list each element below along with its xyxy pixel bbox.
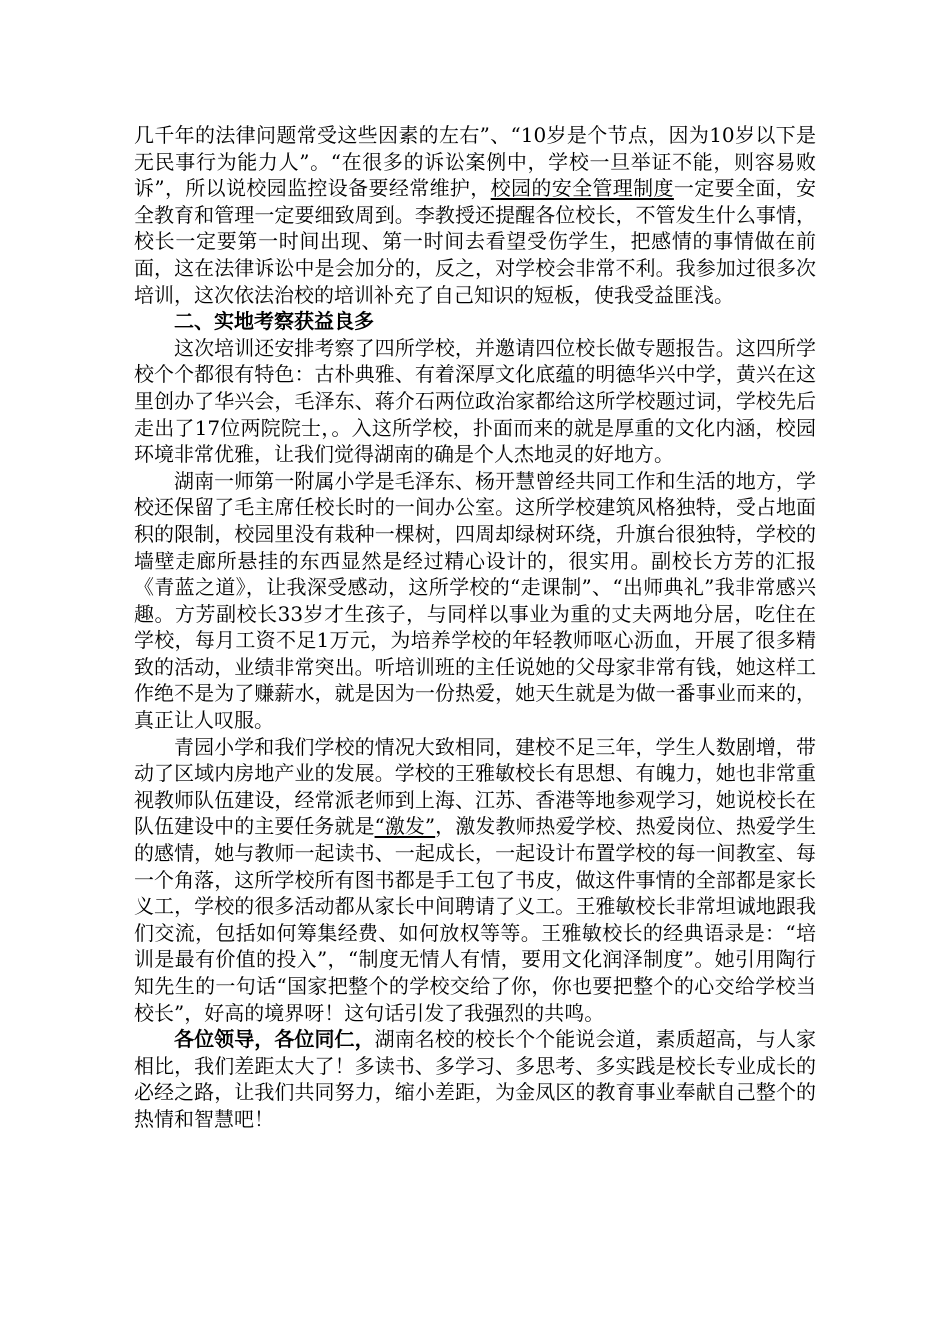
paragraph-text: 一定要全面，安全教育和管理一定要细致周到。李教授还提醒各位校长，不管发生什么事情，校长一定要第一时间出现、第一时间去看望受伤学生，把感情的事情做在前面，这在法律诉讼中是会加分的，反之，对学校会非常不利。我参加过很多次培训，这次依法治校的培训补充了自己知识的短板，使我受益匪浅。 [134, 176, 817, 307]
paragraph-text: ，激发教师热爱学校、热爱岗位、热爱学生的感情，她与教师一起读书、一起成长，一起设计布置学校的每一间教室、每一个角落，这所学校所有图书都是手工包了书皮，做这件事情的全部都是家长义工，学校的很多活动都从家长中间聘请了义工。王雅敏校长非常坦诚地跟我们交流，包括如何筹集经费、如何放权等等。王雅敏校长的经典语录是：“培训是最有价值的投入”，“制度无情人有情，要用文化润泽制度”。她引用陶行知先生的一句话“国家把整个的学校交给了你，你也要把整个的心交给学校当校长”，好高的境界呀！这句话引发了我强烈的共鸣。 [134, 814, 817, 1025]
paragraph-text: 湖南名校的校长个个能说会道，素质超高，与人家相比，我们差距太大了！多读书、多学习、多思考、多实践是校长专业成长的必经之路，让我们共同努力，缩小差距，为金凤区的教育事业奉献自己整个的热情和智慧吧！ [134, 1027, 817, 1131]
paragraph-text: 几千年的法律问题常受这些因素的左右”、“10岁是个节点，因为10岁以下是无民事行为能力人”。“在很多的诉讼案例中，学校一旦举证不能，则容易败诉”，所以说校园监控设备要经常维护， [134, 123, 816, 201]
paragraph-qingyuan-school [134, 734, 816, 1027]
bold-salutation: 各位领导，各位同仁， [174, 1027, 375, 1052]
paragraph-first-affiliated-school: 湖南一师第一附属小学是毛泽东、杨开慧曾经共同工作和生活的地方，学校还保留了毛主席任校长时的一间办公室。这所学校建筑风格独特，受占地面积的限制，校园里没有栽种一棵树，四周却绿树环绕，升旗台很独特，学校的墙壁走廊所悬挂的东西显然是经过精心设计的，很实用。副校长方芳的汇报《青蓝之道》，让我深受感动，这所学校的“走课制”、“出师典礼”我非常感兴趣。方芳副校长33岁才生孩子，与同样以事业为重的丈夫两地分居，吃住在学校，每月工资不足1万元，为培养学校的年轻教师呕心沥血，开展了很多精致的活动，业绩非常突出。听培训班的主任说她的父母家非常有钱，她这样工作绝不是为了赚薪水，就是因为一份热爱，她天生就是为做一番事业而来的，真正让人叹服。 [134, 468, 816, 733]
paragraph-closing [134, 1026, 816, 1132]
paragraph-school-visits: 这次培训还安排考察了四所学校，并邀请四位校长做专题报告。这四所学校个个都很有特色：古朴典雅、有着深厚文化底蕴的明德华兴中学，黄兴在这里创办了华兴会，毛泽东、蒋介石两位政治家都给这所学校题过词，学校先后走出了17位两院院士，。入这所学校，扑面而来的就是厚重的文化内涵，校园环境非常优雅，让我们觉得湖南的确是个人杰地灵的好地方。 [134, 335, 816, 467]
paragraph-legal-training [134, 122, 816, 308]
section-heading: 二、实地考察获益良多 [174, 309, 374, 334]
paragraph-text: 青园小学和我们学校的情况大致相同，建校不足三年，学生人数剧增，带动了区域内房地产业的发展。学校的王雅敏校长有思想、有魄力，她也非常重视教师队伍建设，经常派老师到上海、江苏、香港等地参观学习，她说校长在队伍建设中的主要任务就是 [134, 734, 816, 839]
underlined-phrase: “激发” [374, 814, 436, 839]
document-page [134, 122, 816, 1133]
underlined-phrase: 校园的安全管理制度 [490, 176, 674, 201]
